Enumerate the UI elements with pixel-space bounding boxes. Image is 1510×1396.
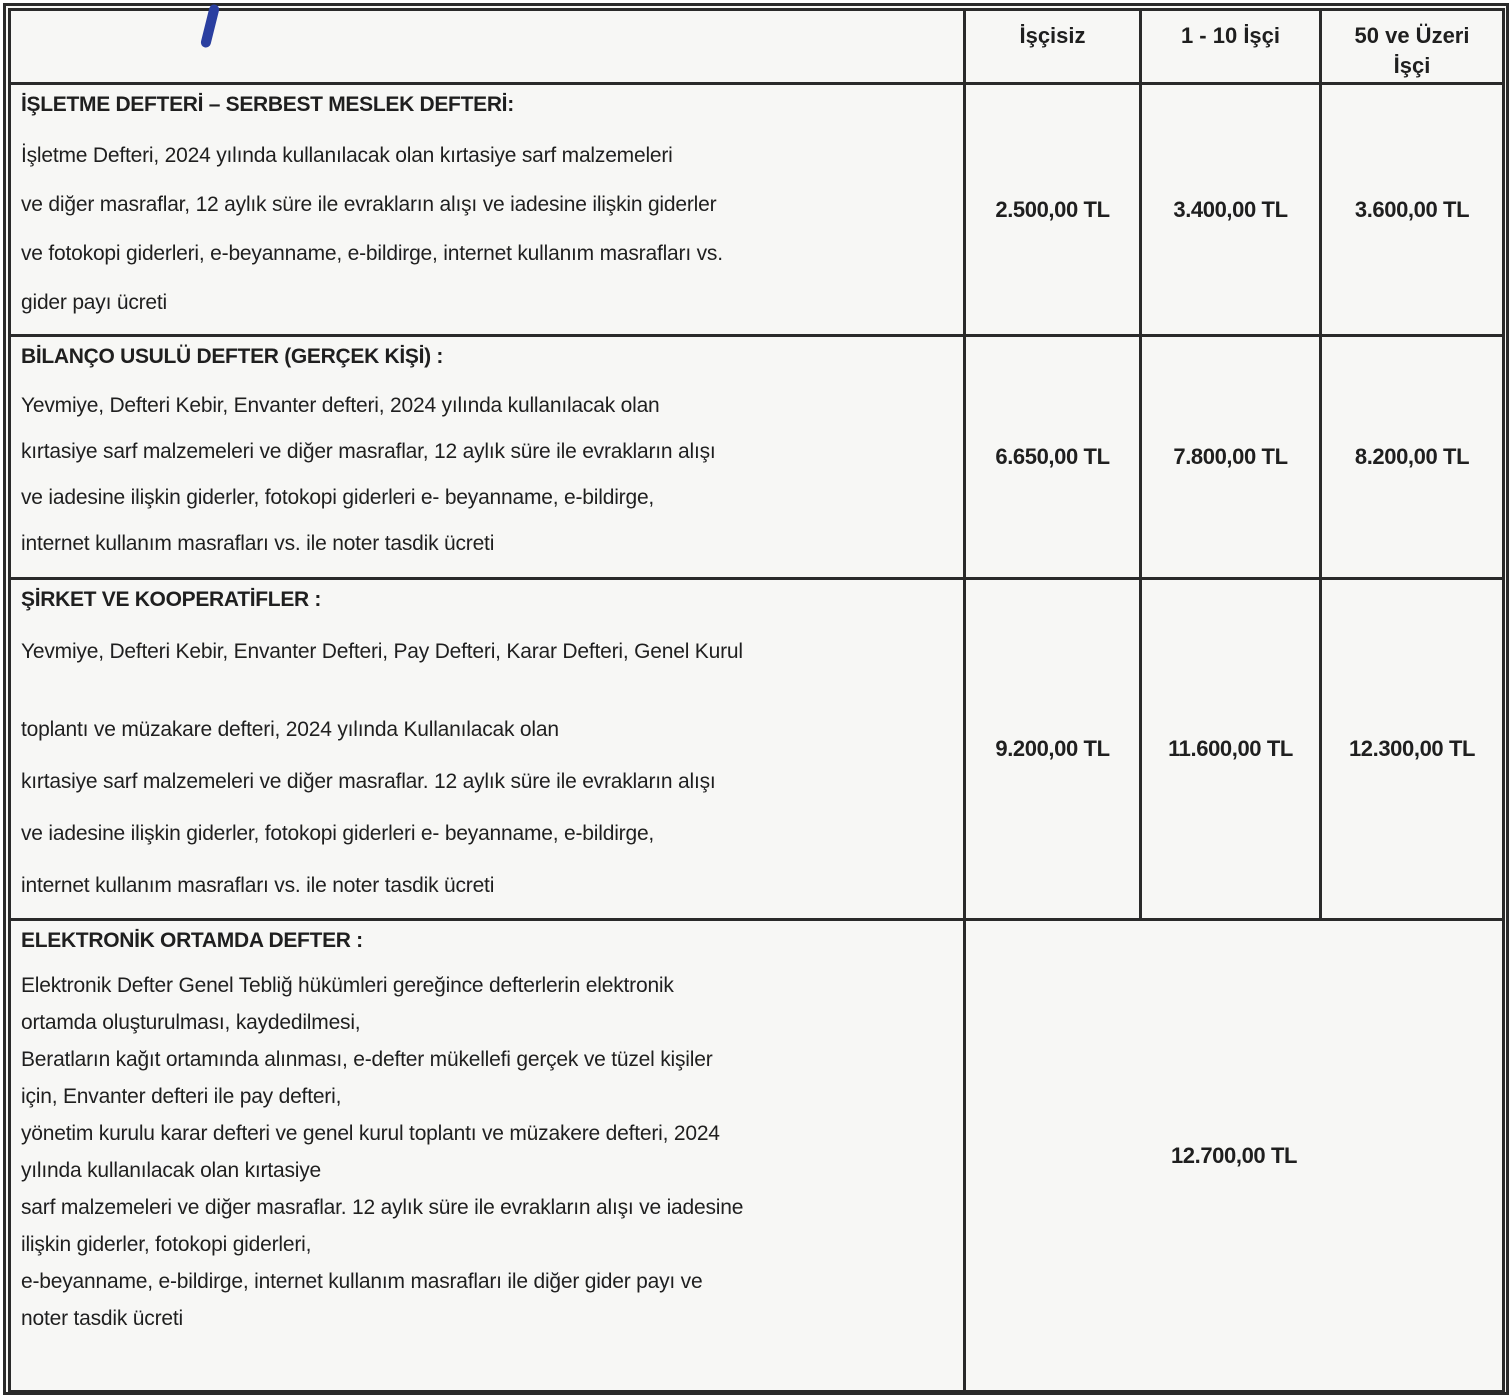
header-col3-line2: İşçi [1393,53,1431,78]
row-description [10,84,965,336]
description-line: kırtasiye sarf malzemeleri ve diğer masraflar, 12 aylık süre ile evrakların alışı [21,440,716,463]
price-50-plus-workers: 12.300,00 TL [1321,579,1504,920]
row-description [10,579,965,920]
description-line: internet kullanım masrafları vs. ile noter tasdik ücreti [21,532,495,555]
description-line: toplantı ve müzakare defteri, 2024 yılında Kullanılacak olan [21,718,559,741]
table-row-elektronik [10,920,1504,1392]
table-header-row [10,10,1504,84]
price-1-10-workers: 11.600,00 TL [1141,579,1321,920]
section-title: İŞLETME DEFTERİ – SERBEST MESLEK DEFTERİ: [21,93,514,116]
description-line: yönetim kurulu karar defteri ve genel kurul toplantı ve müzakere defteri, 2024 [21,1122,720,1145]
description-line: kırtasiye sarf malzemeleri ve diğer masraflar. 12 aylık süre ile evrakların alışı [21,770,716,793]
description-line: ve iadesine ilişkin giderler, fotokopi giderleri e- beyanname, e-bildirge, [21,822,655,845]
section-title: BİLANÇO USULÜ DEFTER (GERÇEK KİŞİ) : [21,345,444,368]
description-line: gider payı ücreti [21,291,168,314]
price-50-plus-workers: 3.600,00 TL [1321,84,1504,336]
price-no-workers: 9.200,00 TL [965,579,1141,920]
description-line: noter tasdik ücreti [21,1307,183,1330]
header-empty-cell [10,10,965,84]
description-line: Elektronik Defter Genel Tebliğ hükümleri gereğince defterlerin elektronik [21,974,674,997]
price-flat-rate: 12.700,00 TL [965,920,1504,1392]
description-line: yılında kullanılacak olan kırtasiye [21,1159,321,1182]
price-1-10-workers: 7.800,00 TL [1141,336,1321,579]
price-no-workers: 6.650,00 TL [965,336,1141,579]
description-line: İşletme Defteri, 2024 yılında kullanılacak olan kırtasiye sarf malzemeleri [21,144,673,167]
table-row-sirket [10,579,1504,920]
row-description [10,920,965,1392]
description-line: ve diğer masraflar, 12 aylık süre ile evrakların alışı ve iadesine ilişkin giderler [21,193,717,216]
header-col-50-plus-workers [1321,10,1504,84]
fee-table [8,8,1505,1393]
header-col3-line1: 50 ve Üzeri [1354,23,1470,48]
price-1-10-workers: 3.400,00 TL [1141,84,1321,336]
description-line: ortamda oluşturulması, kaydedilmesi, [21,1011,361,1034]
price-50-plus-workers: 8.200,00 TL [1321,336,1504,579]
description-line: e-beyanname, e-bildirge, internet kullanım masrafları ile diğer gider payı ve [21,1270,703,1293]
header-col-1-10-workers: 1 - 10 İşçi [1141,10,1321,84]
table-row-bilanco [10,336,1504,579]
description-line: ve fotokopi giderleri, e-beyanname, e-bildirge, internet kullanım masrafları vs. [21,242,723,265]
description-line: Beratların kağıt ortamında alınması, e-defter mükellefi gerçek ve tüzel kişiler [21,1048,713,1071]
description-line: ilişkin giderler, fotokopi giderleri, [21,1233,312,1256]
description-line: sarf malzemeleri ve diğer masraflar. 12 aylık süre ile evrakların alışı ve iadesine [21,1196,744,1219]
description-line: Yevmiye, Defteri Kebir, Envanter Defteri, Pay Defteri, Karar Defteri, Genel Kurul [21,640,743,663]
description-line: ve iadesine ilişkin giderler, fotokopi giderleri e- beyanname, e-bildirge, [21,486,655,509]
row-description [10,336,965,579]
description-line: için, Envanter defteri ile pay defteri, [21,1085,342,1108]
price-no-workers: 2.500,00 TL [965,84,1141,336]
section-title: ELEKTRONİK ORTAMDA DEFTER : [21,929,363,952]
section-title: ŞİRKET VE KOOPERATİFLER : [21,588,322,611]
header-col-no-workers: İşçisiz [965,10,1141,84]
description-line: Yevmiye, Defteri Kebir, Envanter defteri, 2024 yılında kullanılacak olan [21,394,660,417]
description-line: internet kullanım masrafları vs. ile noter tasdik ücreti [21,874,495,897]
table-row-isletme [10,84,1504,336]
